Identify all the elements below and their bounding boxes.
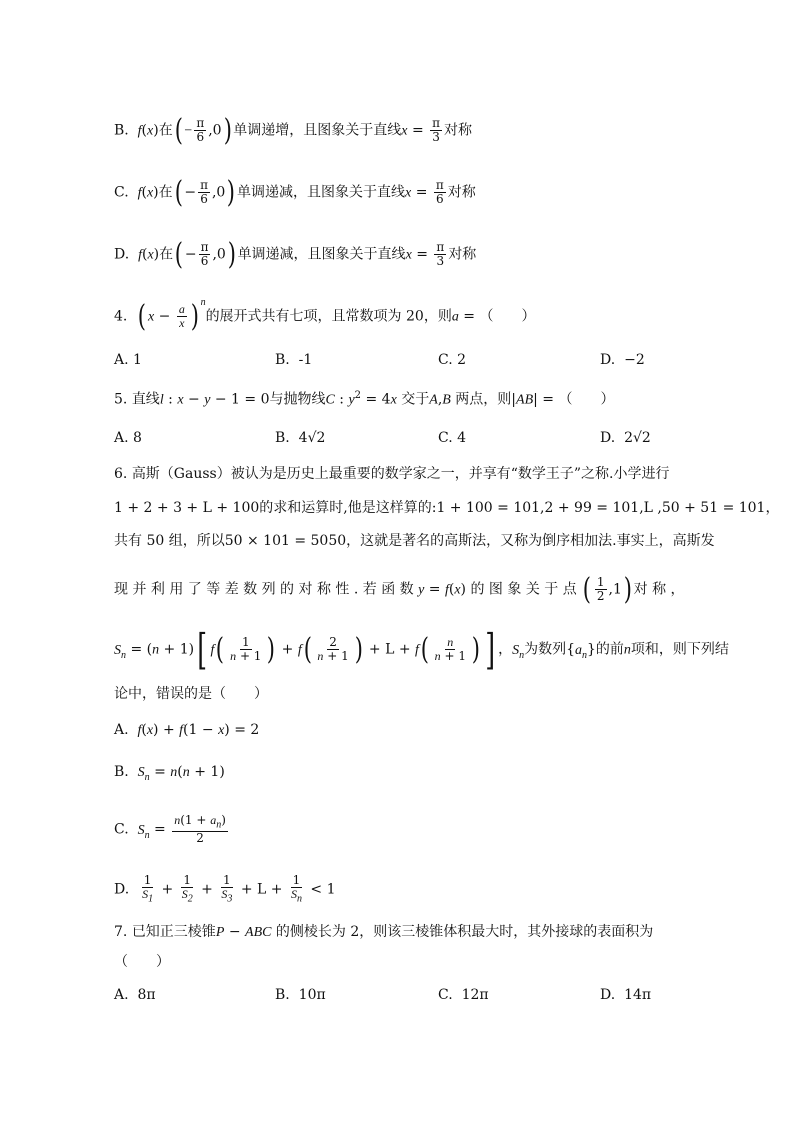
q6-option-b[interactable]: B. $S_n = n(n + 1)$ [114,764,225,783]
q5-option-d[interactable]: D. 2√2 [600,430,651,446]
fraction: $\frac{n(1 + a_n)}{2}$ [174,813,226,846]
q6-option-c[interactable]: C. $S_n$ = $\frac{n(1 + a_n)}{2}$ [114,813,226,846]
option-label: D. [114,246,130,263]
fraction: $\frac{\pi}{6}$ [200,240,209,268]
option-label: B. [114,122,129,139]
q5-option-a[interactable]: A. 8 [114,430,142,446]
q5-option-c[interactable]: C. 4 [438,430,467,446]
q7-option-b[interactable]: B. 10π [275,987,326,1003]
fraction: $\frac{\pi}{6}$ [435,178,444,206]
fraction: $\frac{\pi}{3}$ [432,116,441,144]
question-4-stem: 4. ( x − $\frac{a}{x}$ ) $^n$的展开式共有七项，且常数项为 20，则a = （ ） [114,297,536,334]
q7-option-d[interactable]: D. 14π [600,987,652,1003]
option-label: C. [114,184,129,201]
fraction: $\frac{a}{x}$ [178,302,185,331]
question-6-line-2: 1 + 2 + 3 + L + 100的求和运算时,他是这样算的:1 + 100 = 101,2 + 99 = 101,L ,50 + 51 = 101， [114,500,780,516]
q7-option-a[interactable]: A. 8π [114,987,156,1003]
q6-option-a[interactable]: A. f(x) + f(1 − x) = 2 [114,722,260,738]
q4-option-d[interactable]: D. −2 [600,352,645,368]
fraction: $\frac{\pi}{6}$ [200,178,208,206]
fraction: $\frac{1}{2}$ [596,575,605,603]
question-6-line-6: 论中，错误的是（ ） [114,686,268,702]
q4-option-a[interactable]: A. 1 [114,352,142,368]
q6-option-d[interactable]: D. $\frac{1}{S_1}$ + $\frac{1}{S_2}$ + $\frac{1}{S_3}$ + L + $\frac{1}{S_n}$ < 1 [114,873,336,905]
q3-option-d[interactable]: D. f(x)在( − $\frac{\pi}{6}$ ,0) 单调递减，且图象关于直线x = $\frac{\pi}{3}$ 对称 [114,236,477,272]
q3-option-b[interactable]: B. f(x)在( − $\frac{\pi}{6}$ ,0) 单调递增，且图象关于直线x = $\frac{\pi}{3}$ 对称 [114,112,473,148]
question-6-line-4: 现 并 利 用 了 等 差 数 列 的 对 称 性 . 若 函 数 y = f(x) 的 图 象 关 于 点 ( $\frac{1}{2}$ ,1) 对 称 ， [114,571,685,607]
q4-option-b[interactable]: B. -1 [275,352,313,368]
fraction: $\frac{\pi}{3}$ [436,240,445,268]
fraction: $\frac{n}{n + 1}$ [434,635,466,663]
q3-option-c[interactable]: C. f(x)在( − $\frac{\pi}{6}$ ,0) 单调递减，且图象关于直线x = $\frac{\pi}{6}$ 对称 [114,174,476,210]
fraction: $\frac{2}{n + 1}$ [317,635,349,663]
question-6-line-3: 共有 50 组，所以50 × 101 = 5050，这就是著名的高斯法，又称为倒序相加法.事实上，高斯发 [114,533,715,549]
q4-option-c[interactable]: C. 2 [438,352,467,368]
question-6-line-1: 6. 高斯（Gauss）被认为是历史上最重要的数学家之一，并享有“数学王子”之称.小学进行 [114,466,670,482]
fraction: $\frac{1}{n + 1}$ [230,635,262,663]
question-6-line-5: $S_n = (n + 1)$[ f( $\frac{1}{n + 1}$ ) + f( $\frac{2}{n + 1}$ ) + L + f( $\frac{n}{n + 1}$ ) ] ，$S_n$为数列$\{a_n\}$的前n项和，则下列结 [114,624,729,674]
question-7-stem: 7. 已知正三棱锥P − ABC 的侧棱长为 2，则该三棱锥体积最大时，其外接球的表面积为 [114,924,654,940]
q5-option-b[interactable]: B. 4√2 [275,430,326,446]
fraction: $\frac{\pi}{6}$ [196,116,205,144]
question-7-tail: （ ） [114,954,170,970]
question-5-stem: 5. 直线l : x − y − 1 = 0与抛物线C : $y^2 = 4x$ 交于A,B 两点，则|AB| = （ ） [114,390,615,408]
q7-option-c[interactable]: C. 12π [438,987,489,1003]
